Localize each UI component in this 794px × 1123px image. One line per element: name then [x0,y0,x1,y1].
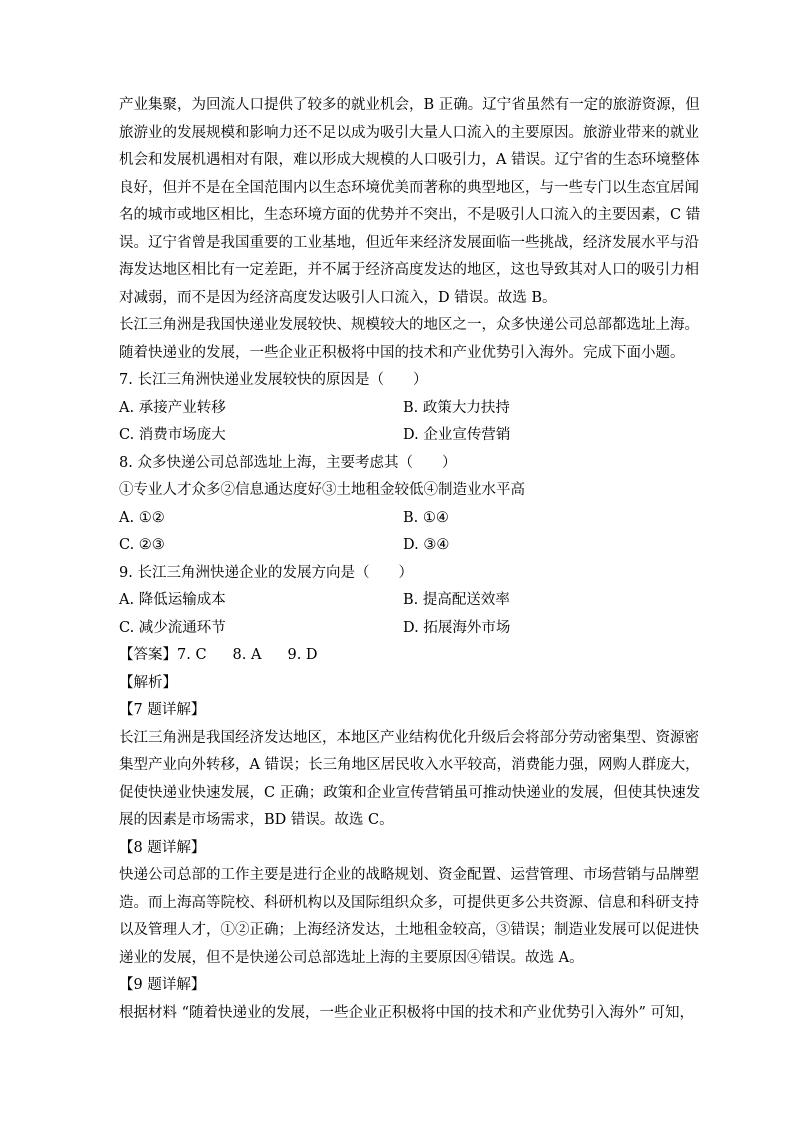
question-stem: 7. 长江三角洲快递业发展较快的原因是（ ） [119,372,428,388]
detail-heading: 【7 题详解】 [119,702,206,718]
answer-7: 【答案】7. C [119,647,207,663]
text-line: 展的因素是市场需求，BD 错误。故选 C。 [119,812,394,828]
text-line: 集型产业向外转移，A 错误；长三角地区居民收入水平较高，消费能力强，网购人群庞大， [119,757,700,773]
option-b: B. 政策大力扶持 [403,399,510,416]
answer-8: 8. A [232,647,262,663]
detail-8 [119,835,699,973]
text-line: 随着快递业的发展，一些企业正积极将中国的技术和产业优势引入海外。完成下面小题。 [119,344,685,361]
option-c: C. 减少流通环节 [119,619,226,636]
detail-heading: 【9 题详解】 [119,977,206,993]
option-c: C. ②③ [119,537,165,553]
question-stem: 8. 众多快递公司总部选址上海，主要考虑其（ ） [119,454,457,471]
detail-heading: 【8 题详解】 [119,839,206,856]
option-a: A. ①② [119,509,165,526]
text-line: 机会和发展机遇相对有限，难以形成大规模的人口吸引力，A 错误。辽宁省的生态环境整体 [119,152,700,168]
option-d: D. ③④ [403,537,450,553]
text-line: 旅游业的发展规模和影响力还不足以成为吸引大量人口流入的主要原因。旅游业带来的就业 [119,124,699,141]
text-line: 良好，但并不是在全国范围内以生态环境优美而著称的典型地区，与一些专门以生态宜居闻 [119,179,699,196]
option-a: A. 降低运输成本 [119,592,226,608]
question-stem: 9. 长江三角洲快递企业的发展方向是（ ） [119,564,413,581]
option-c: C. 消费市场庞大 [119,427,226,443]
question-9 [119,560,685,643]
answer-line [119,642,685,670]
page-content [119,92,701,1027]
text-line: 海发达地区相比有一定差距，并不属于经济高度发达的地区，这也导致其对人口的吸引力相 [119,262,699,278]
text-line: 对减弱，而不是因为经济高度发达吸引人口流入，D 错误。故选 B。 [119,289,557,306]
text-line: 造。而上海高等院校、科研机构以及国际组织众多，可提供更多公共资源、信息和科研支持 [119,894,699,911]
option-row [119,395,685,423]
option-a: A. 承接产业转移 [119,399,226,416]
option-row [119,422,685,450]
text-line: 递业的发展，但不是快递公司总部选址上海的主要原因④错误。故选 A。 [119,949,584,966]
option-d: D. 企业宣传营销 [403,427,511,443]
text-line: 快递公司总部的工作主要是进行企业的战略规划、资金配置、运营管理、市场营销与品牌塑 [119,867,699,883]
text-line: 促使快递业快速发展，C 正确；政策和企业宣传营销虽可推动快递业的发展，但使其快速发 [119,784,701,801]
option-b: B. 提高配送效率 [403,592,510,608]
option-b: B. ①④ [403,509,449,526]
text-line: 长江三角洲是我国经济发达地区，本地区产业结构优化升级后会将部分劳动密集型、资源密 [119,729,699,746]
text-line: 误。辽宁省曾是我国重要的工业基地，但近年来经济发展面临一些挑战，经济发展水平与沿 [119,234,699,251]
detail-9 [119,972,695,1027]
previous-explanation [119,92,701,312]
text-line: 产业集聚，为回流人口提供了较多的就业机会，B 正确。辽宁省虽然有一定的旅游资源，但 [119,97,700,113]
option-row [119,615,685,643]
material-passage [119,312,699,367]
option-row [119,532,685,560]
text-line: 名的城市或地区相比，生态环境方面的优势并不突出，不是吸引人口流入的主要因素，C 错 [119,207,701,223]
option-d: D. 拓展海外市场 [403,619,511,636]
option-row [119,505,685,533]
question-items: ①专业人才众多②信息通达度好③土地租金较低④制造业水平高 [119,482,525,498]
question-8 [119,450,685,560]
analysis-heading: 【解析】 [119,674,177,691]
question-7 [119,367,685,450]
text-line: 长江三角洲是我国快递业发展较快、规模较大的地区之一，众多快递公司总部都选址上海。 [119,317,699,333]
detail-7 [119,697,701,835]
answer-9: 9. D [287,647,318,663]
text-line: 根据材料 “随着快递业的发展，一些企业正积极将中国的技术和产业优势引入海外” 可知， [119,1004,695,1021]
option-row [119,587,685,615]
text-line: 以及管理人才，①②正确；上海经济发达，土地租金较高，③错误；制造业发展可以促进快 [119,922,699,938]
